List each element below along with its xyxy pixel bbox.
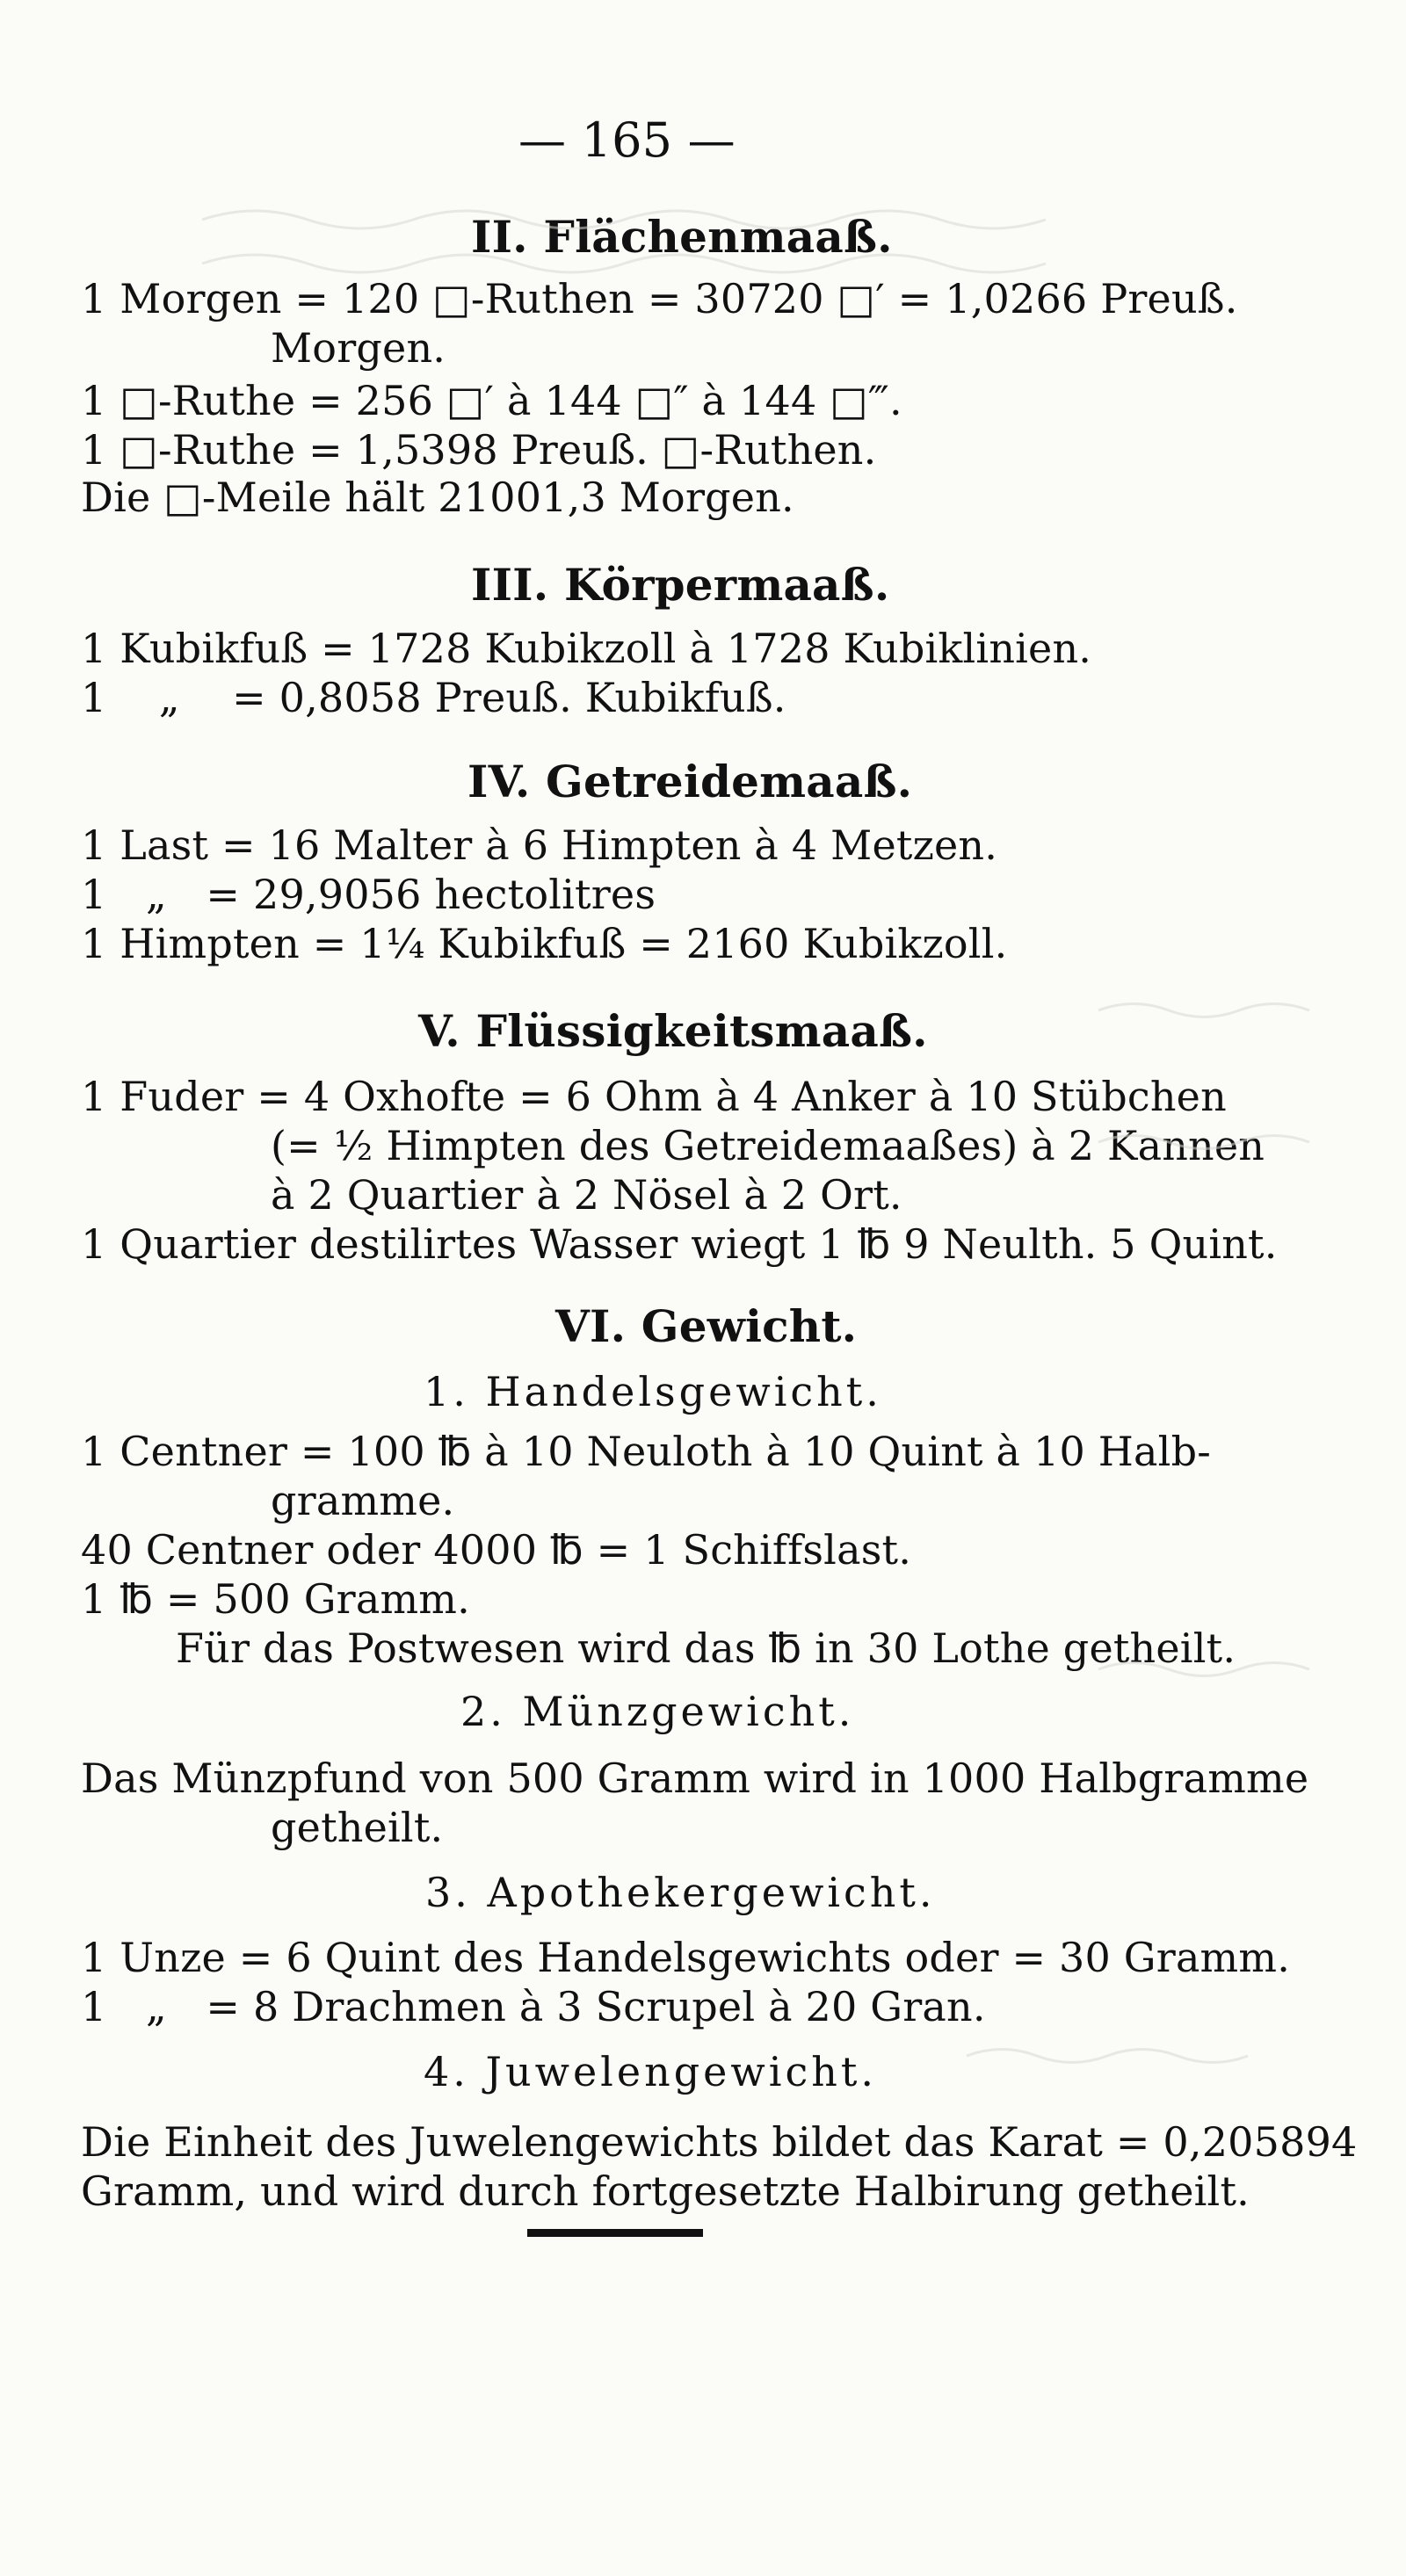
- text-line: 1 ℔ = 500 Gramm.: [81, 1575, 470, 1623]
- text-line: 1 Himpten = 1¼ Kubikfuß = 2160 Kubikzoll.: [81, 920, 1008, 967]
- text-line: à 2 Quartier à 2 Nösel à 2 Ort.: [271, 1171, 902, 1219]
- text-line: 1 Last = 16 Malter à 6 Himpten à 4 Metzen.: [81, 821, 998, 869]
- text-line: getheilt.: [271, 1804, 444, 1851]
- text-line: 1 Unze = 6 Quint des Handelsgewichts oder = 30 Gramm.: [81, 1934, 1291, 1981]
- text-line: 1 „ = 29,9056 hectolitres: [81, 871, 656, 918]
- text-line: 40 Centner oder 4000 ℔ = 1 Schiffslast.: [81, 1526, 912, 1574]
- text-line: 1 □-Ruthe = 1,5398 Preuß. □-Ruthen.: [81, 426, 877, 474]
- section-heading-gewicht: VI. Gewicht.: [555, 1300, 858, 1352]
- section-heading-koerpermaass: III. Körpermaaß.: [471, 559, 890, 611]
- subsection-heading-juwelengewicht: 4. Juwelengewicht.: [424, 2048, 877, 2095]
- subsection-heading-handelsgewicht: 1. Handelsgewicht.: [424, 1368, 882, 1415]
- text-line: Für das Postwesen wird das ℔ in 30 Lothe getheilt.: [176, 1624, 1236, 1672]
- text-line: Das Münzpfund von 500 Gramm wird in 1000 Halbgramme: [81, 1755, 1309, 1802]
- text-line: (= ½ Himpten des Getreidemaaßes) à 2 Kannen: [271, 1122, 1265, 1169]
- text-line: Morgen.: [271, 324, 446, 372]
- section-heading-fluessigkeitsmaass: V. Flüssigkeitsmaaß.: [418, 1005, 928, 1057]
- text-line: gramme.: [271, 1477, 455, 1524]
- text-line: 1 „ = 8 Drachmen à 3 Scrupel à 20 Gran.: [81, 1983, 986, 2030]
- text-line: Die □-Meile hält 21001,3 Morgen.: [81, 474, 794, 521]
- text-line: 1 Kubikfuß = 1728 Kubikzoll à 1728 Kubiklinien.: [81, 625, 1092, 672]
- text-line: 1 Morgen = 120 □-Ruthen = 30720 □′ = 1,0266 Preuß.: [81, 275, 1238, 322]
- text-line: Die Einheit des Juwelengewichts bildet das Karat = 0,205894: [81, 2118, 1358, 2166]
- text-line: 1 Quartier destilirtes Wasser wiegt 1 ℔ 9 Neulth. 5 Quint.: [81, 1220, 1278, 1268]
- page-number: — 165 —: [518, 112, 736, 168]
- closing-rule: [527, 2229, 703, 2237]
- section-heading-flaechenmaass: II. Flächenmaaß.: [471, 211, 893, 263]
- text-line: 1 Centner = 100 ℔ à 10 Neuloth à 10 Quint à 10 Halb-: [81, 1428, 1211, 1475]
- subsection-heading-muenzgewicht: 2. Münzgewicht.: [460, 1688, 855, 1735]
- text-line: 1 □-Ruthe = 256 □′ à 144 □″ à 144 □‴.: [81, 377, 902, 424]
- text-line: Gramm, und wird durch fortgesetzte Halbirung getheilt.: [81, 2167, 1250, 2215]
- text-line: 1 Fuder = 4 Oxhofte = 6 Ohm à 4 Anker à 10 Stübchen: [81, 1073, 1227, 1120]
- subsection-heading-apothekergewicht: 3. Apothekergewicht.: [425, 1869, 936, 1916]
- text-line: 1 „ = 0,8058 Preuß. Kubikfuß.: [81, 674, 786, 721]
- section-heading-getreidemaass: IV. Getreidemaaß.: [467, 756, 913, 807]
